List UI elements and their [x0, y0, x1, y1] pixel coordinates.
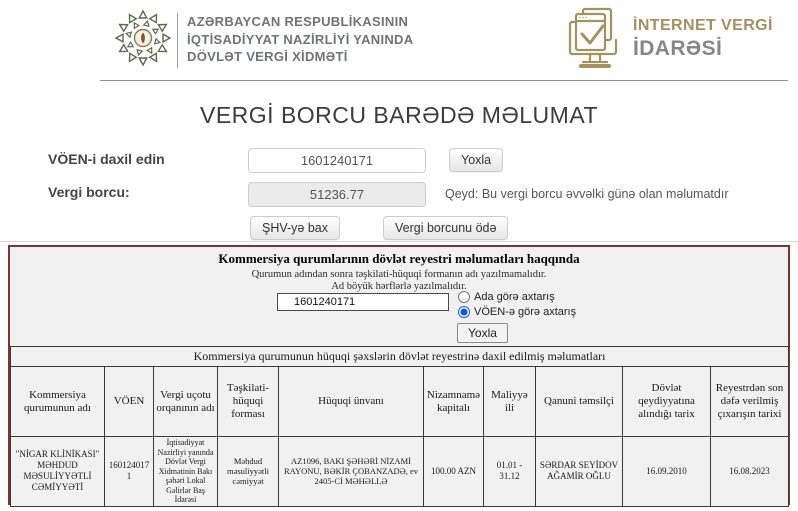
radio-search-by-voen-input[interactable] — [458, 306, 470, 318]
internet-tax-office-name — [633, 17, 773, 61]
col-voen: VÖEN — [105, 367, 154, 437]
tax-service-name — [187, 13, 413, 66]
cell-legal-form: Məhdud məsuliyyətli cəmiyyət — [218, 437, 279, 507]
cell-registration-date: 16.09.2010 — [623, 437, 711, 507]
voen-input[interactable] — [248, 148, 426, 173]
registry-search-input[interactable] — [277, 293, 449, 311]
col-registration-date: Dövlət qeydiyyatına alındığı tarix — [623, 367, 711, 437]
col-extract-date: Reyestrdən son dəfə verilmiş çıxarışın tarixi — [711, 367, 789, 437]
tax-service-line1: AZƏRBAYCAN RESPUBLİKASININ — [187, 14, 409, 29]
col-legal-form: Təşkilati-hüquqi forması — [218, 367, 279, 437]
radio-search-by-name-input[interactable] — [458, 291, 470, 303]
table-row — [11, 437, 789, 507]
tax-service-line2: İQTİSADİYYAT NAZİRLİYİ YANINDA — [187, 31, 414, 47]
registry-note-2: Ad böyük hərflərlə yazılmalıdır. — [331, 281, 467, 292]
state-tax-emblem-icon — [113, 8, 173, 68]
col-charter-capital: Nizamnamə kapitalı — [424, 367, 484, 437]
view-shv-button[interactable]: ŞHV-yə bax — [250, 216, 340, 240]
logo-divider — [177, 13, 178, 68]
cell-extract-date: 16.08.2023 — [711, 437, 789, 507]
registry-title: Kommersiya qurumlarının dövlət reyestri məlumatları haqqında — [218, 251, 580, 266]
cell-legal-address: AZ1096, BAKI ŞƏHƏRİ NİZAMİ RAYONU, BƏKİR ÇOBANZADƏ, ev 2405-Cİ MƏHƏLLƏ — [279, 437, 424, 507]
voen-input-label: VÖEN-i daxil edin — [48, 151, 165, 167]
col-legal-representative: Qanuni təmsilçi — [536, 367, 623, 437]
cell-voen: 1601240171 — [105, 437, 154, 507]
debt-note: Qeyd: Bu vergi borcu əvvəlki günə olan məlumatdır — [445, 187, 729, 201]
radio-search-by-name-label: Ada görə axtarış — [474, 291, 555, 303]
table-caption: Kommersiya qurumunun hüquqi şəxslərin dövlət reyestrinə daxil edilmiş məlumatları — [11, 347, 789, 367]
table-caption-row — [11, 347, 789, 367]
internet-tax-line2: İDARƏSİ — [633, 37, 723, 60]
page-title: VERGİ BORCU BARƏDƏ MƏLUMAT — [199, 102, 599, 128]
cell-tax-authority: İqtisadiyyat Nazirliyi yanında Dövlət Vergi Xidmətinin Bakı şəhəri Lokal Gəlirlər Baş İdarəsi — [154, 437, 218, 507]
registry-note-1: Qurumun adından sonra təşkilati-hüquqi formanın adı yazılmamalıdır. — [251, 269, 547, 280]
header-divider-line — [100, 80, 788, 81]
col-legal-address: Hüquqi ünvanı — [279, 367, 424, 437]
registry-table — [10, 346, 789, 507]
internet-tax-line1: İNTERNET VERGİ — [633, 17, 773, 34]
tax-debt-label: Vergi borcu: — [48, 184, 130, 200]
radio-search-by-voen-label: VÖEN-ə görə axtarış — [474, 306, 577, 318]
registry-search-button[interactable]: Yoxla — [457, 323, 508, 343]
radio-search-by-name[interactable] — [458, 291, 555, 303]
section-separator-line — [0, 241, 798, 242]
cell-legal-representative: SƏRDAR SEYİDOV AĞAMİR OĞLU — [536, 437, 623, 507]
check-button[interactable]: Yoxla — [449, 148, 503, 172]
col-fiscal-year: Maliyyə ili — [484, 367, 536, 437]
cell-fiscal-year: 01.01 - 31.12 — [484, 437, 536, 507]
registry-section — [8, 245, 790, 505]
radio-search-by-voen[interactable] — [458, 306, 576, 318]
pay-tax-debt-button[interactable]: Vergi borcunu ödə — [383, 216, 508, 240]
tax-debt-value-field — [248, 182, 426, 207]
monitor-check-icon — [563, 6, 627, 72]
cell-company-name: "NİGAR KLİNİKASI" MƏHDUD MƏSULİYYƏTLİ CƏMİYYƏTİ — [11, 437, 105, 507]
tax-service-line3: DÖVLƏT VERGİ XİDMƏTİ — [187, 49, 348, 64]
col-company-name: Kommersiya qurumunun adı — [11, 367, 105, 437]
table-header-row — [11, 367, 789, 437]
col-tax-authority: Vergi uçotu orqanının adı — [154, 367, 218, 437]
cell-charter-capital: 100.00 AZN — [424, 437, 484, 507]
